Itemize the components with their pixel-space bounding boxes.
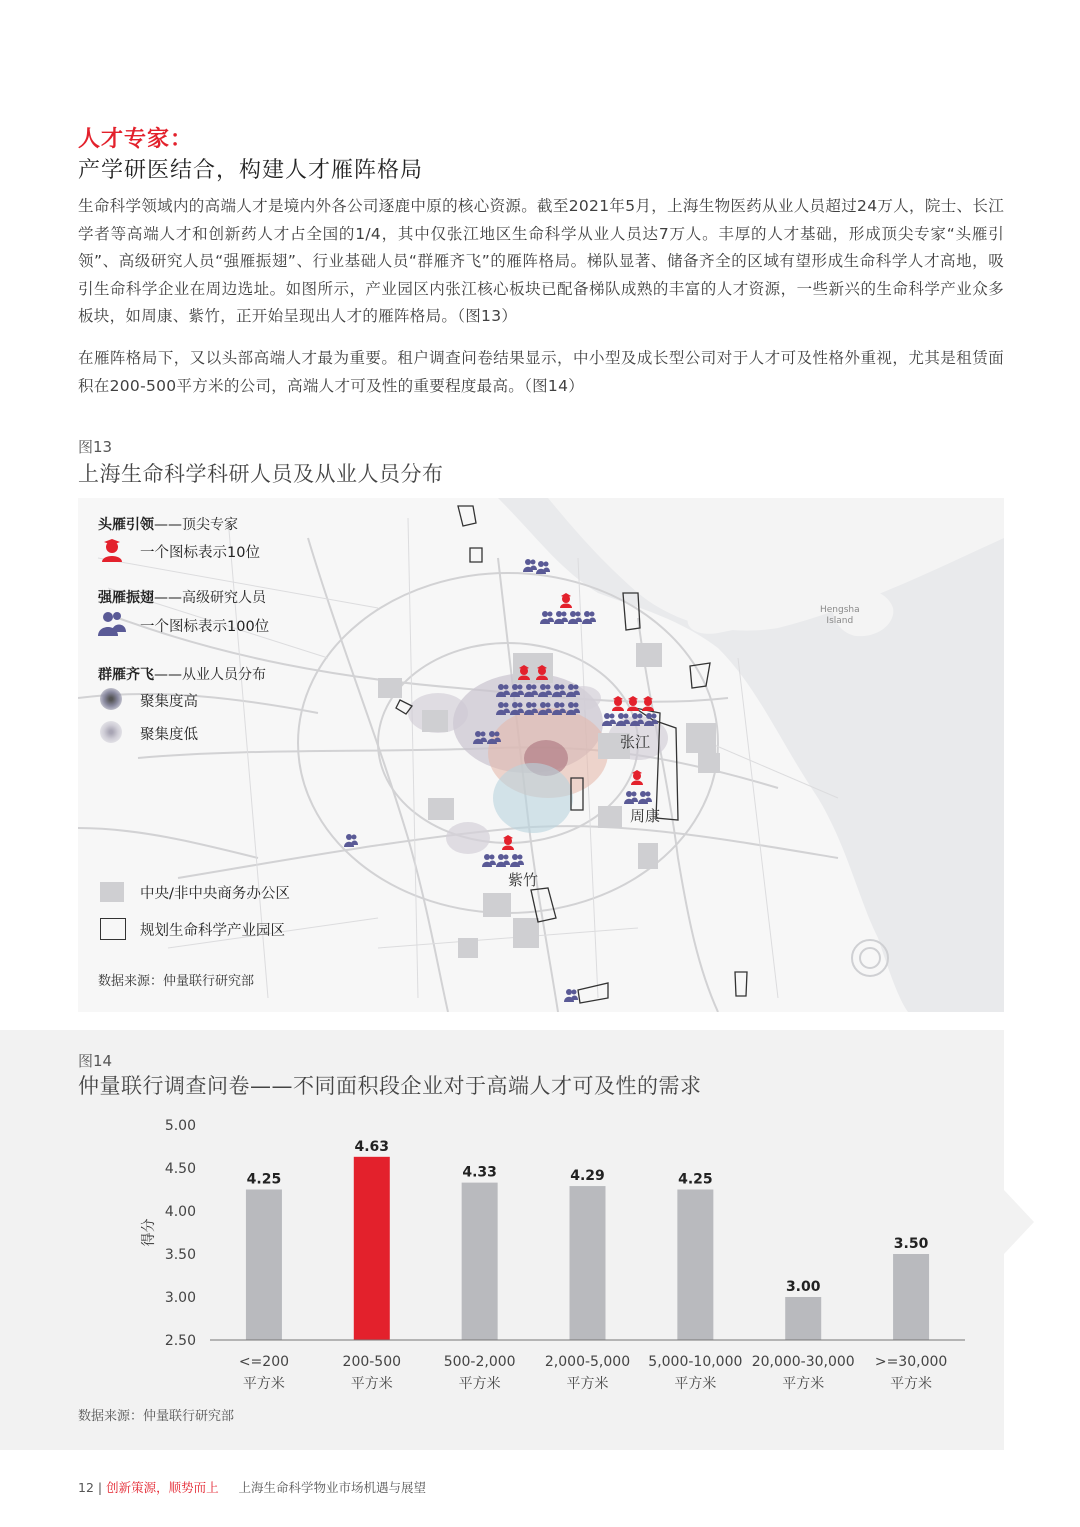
legend-park: 规划生命科学产业园区 bbox=[140, 923, 285, 939]
footer-divider: | bbox=[97, 1480, 107, 1495]
x-tick-label: 2,000-5,000 bbox=[544, 1354, 631, 1370]
bar-value-label: 4.29 bbox=[570, 1168, 605, 1185]
bar bbox=[677, 1190, 713, 1341]
bar-value-label: 3.50 bbox=[893, 1236, 929, 1252]
x-tick-label: 20,000-30,000 bbox=[751, 1354, 855, 1370]
bar bbox=[570, 1186, 606, 1340]
section-subtitle: 产学研医结合，构建人才雁阵格局 bbox=[78, 158, 424, 183]
x-tick-label: 平方米 bbox=[350, 1376, 393, 1392]
bar-value-label: 4.25 bbox=[246, 1171, 282, 1188]
page-number: 12 bbox=[78, 1480, 94, 1495]
bar-value-label: 4.33 bbox=[462, 1164, 497, 1181]
legend-leader-note: 一个图标表示10位 bbox=[140, 545, 260, 561]
legend-industry-heading: 群雁齐飞——从业人员分布 bbox=[98, 667, 266, 683]
y-tick-label: 3.00 bbox=[164, 1290, 196, 1306]
body-paragraph-1: 生命科学领域内的高端人才是境内外各公司逐鹿中原的核心资源。截至2021年5月，上海生物医药从业人员超过24万人，院士、长江学者等高端人才和创新药人才占全国的1/4，其中仅张江地区生命科学从业人员达7万人。丰厚的人才基础，形成顶尖专家“头雁引领”、高级研究人员“强雁振翅”、行业基础人员“群雁齐飞”的雁阵格局。梯队显著、储备齐全的区域有望形成生命科学人才高地，吸引生命科学企业在周边选址。如图所示，产业园区内张江核心板块已配备梯队成熟的丰富的人才资源，一些新兴的生命科学产业众多板块，如周康、紫竹，正开始呈现出人才的雁阵格局。（图13） bbox=[78, 197, 1004, 325]
talent-icons bbox=[78, 498, 1004, 1012]
label-zizhu: 紫竹 bbox=[508, 871, 539, 889]
legend-research-note: 一个图标表示100位 bbox=[140, 619, 270, 635]
bar bbox=[785, 1297, 821, 1340]
footer-spacer bbox=[223, 1480, 235, 1495]
page-footer bbox=[78, 1478, 426, 1496]
label-hengsha-line-2: Island bbox=[826, 616, 854, 626]
figure-13-title: 上海生命科学科研人员及从业人员分布 bbox=[78, 462, 444, 486]
x-tick-label: 平方米 bbox=[242, 1376, 285, 1392]
x-tick-label: 平方米 bbox=[566, 1376, 609, 1392]
x-tick-label: 平方米 bbox=[458, 1376, 501, 1392]
bar bbox=[354, 1157, 390, 1340]
footer-report-title: 上海生命科学物业市场机遇与展望 bbox=[238, 1480, 426, 1495]
x-tick-label: <=200 bbox=[238, 1354, 290, 1370]
x-tick-label: 200-500 bbox=[342, 1354, 402, 1370]
map-source: 数据来源：仲量联行研究部 bbox=[98, 974, 255, 989]
y-axis-label: 得分 bbox=[141, 1218, 157, 1247]
legend-research-heading: 强雁振翅——高级研究人员 bbox=[98, 590, 266, 606]
legend-cbd: 中央/非中央商务办公区 bbox=[140, 886, 290, 902]
figure-14-label: 图14 bbox=[78, 1052, 113, 1070]
panel-arrow bbox=[1004, 1190, 1034, 1254]
chart-source: 数据来源：仲量联行研究部 bbox=[78, 1409, 235, 1424]
bar bbox=[246, 1190, 282, 1341]
section-title: 人才专家： bbox=[78, 127, 194, 152]
x-tick-label: 平方米 bbox=[890, 1376, 933, 1392]
bar-value-label: 4.63 bbox=[354, 1138, 390, 1155]
figure-13-label: 图13 bbox=[78, 438, 113, 456]
bar bbox=[893, 1254, 929, 1340]
bar-chart bbox=[0, 1030, 1004, 1400]
y-tick-label: 4.50 bbox=[164, 1161, 196, 1177]
bar-value-label: 3.00 bbox=[785, 1279, 821, 1295]
label-hengsha-line-1: Hengsha bbox=[820, 605, 860, 615]
x-axis-labels bbox=[239, 1354, 947, 1392]
figure-14-title: 仲量联行调查问卷——不同面积段企业对于高端人才可及性的需求 bbox=[78, 1074, 702, 1098]
x-tick-label: 平方米 bbox=[782, 1376, 825, 1392]
y-axis-ticks bbox=[165, 1118, 196, 1349]
y-tick-label: 4.00 bbox=[164, 1204, 196, 1220]
bar-value-label: 4.25 bbox=[678, 1171, 713, 1188]
body-paragraph-2: 在雁阵格局下，又以头部高端人才最为重要。租户调查问卷结果显示，中小型及成长型公司对于人才可及性格外重视，尤其是租赁面积在200-500平方米的公司，高端人才可及性的重要程度最高。（图14） bbox=[78, 349, 1004, 395]
legend-leader-heading: 头雁引领——顶尖专家 bbox=[98, 517, 238, 533]
x-tick-label: 5,000-10,000 bbox=[648, 1354, 743, 1370]
label-zhoukang: 周康 bbox=[630, 807, 661, 825]
bars bbox=[246, 1157, 929, 1340]
y-tick-label: 3.50 bbox=[164, 1247, 196, 1263]
bar bbox=[462, 1183, 498, 1340]
x-tick-label: 500-2,000 bbox=[443, 1354, 516, 1370]
x-tick-label: >=30,000 bbox=[874, 1354, 948, 1370]
y-tick-label: 5.00 bbox=[164, 1118, 196, 1134]
talent-distribution-map bbox=[78, 498, 1004, 1012]
legend-density-low: 聚集度低 bbox=[140, 727, 198, 743]
footer-section: 创新策源，顺势而上 bbox=[106, 1480, 219, 1495]
x-tick-label: 平方米 bbox=[674, 1376, 717, 1392]
y-tick-label: 2.50 bbox=[164, 1333, 196, 1349]
legend-density-high: 聚集度高 bbox=[140, 694, 198, 710]
label-hengsha bbox=[820, 605, 860, 627]
label-zhangjiang: 张江 bbox=[620, 733, 651, 751]
